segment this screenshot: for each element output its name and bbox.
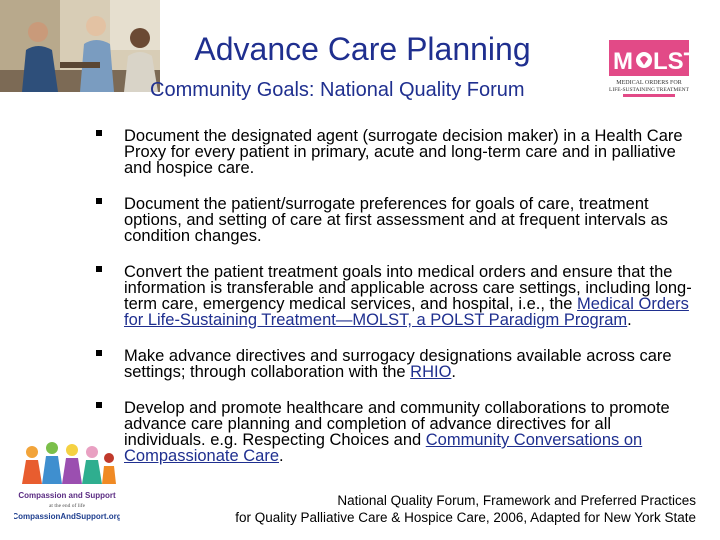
molst-wordmark-right: LST: [653, 48, 695, 75]
bullet-text-end: .: [451, 363, 457, 381]
bullet-list: [96, 128, 696, 484]
molst-logo: [603, 40, 695, 100]
header-photo: [0, 0, 160, 92]
community-conversations-link[interactable]: Community Conversations on Compassionate Care: [124, 431, 643, 465]
cs-logo-line1: Compassion and Support: [18, 491, 116, 500]
bullet-marker-icon: [96, 266, 102, 272]
bullet-text-end: .: [279, 447, 284, 465]
citation: [235, 492, 696, 526]
bullet-marker-icon: [96, 402, 102, 408]
molst-wordmark-left: M: [613, 48, 633, 75]
molst-link[interactable]: Medical Orders for Life-Sustaining Treatment—MOLST, a POLST Paradigm Program: [124, 295, 689, 329]
citation-line-2: for Quality Palliative Care & Hospice Care, 2006, Adapted for New York State: [235, 510, 696, 525]
bullet-marker-icon: [96, 198, 102, 204]
bullet-text: Convert the patient treatment goals into medical orders and ensure that the information is transferable and applicable across care settings, including long-term care, emergency medical services, and hospital, i.e., the: [124, 263, 692, 313]
bullet-text: Document the designated agent (surrogate decision maker) in a Health Care Proxy for every patient in primary, acute and long-term care and in palliative and hospice care.: [124, 127, 683, 177]
cs-logo-line2: at the end of life: [48, 503, 86, 509]
bullet-marker-icon: [96, 130, 102, 136]
molst-tagline-2: LIFE-SUSTAINING TREATMENT: [609, 87, 689, 93]
page-subtitle: Community Goals: National Quality Forum: [150, 79, 525, 101]
bullet-item: [96, 196, 696, 244]
bullet-item: [96, 128, 696, 176]
bullet-text: Develop and promote healthcare and community collaborations to promote advance care planning and completion of advance directives for all individuals. e.g. Respecting Choices and: [124, 399, 670, 449]
bullet-text: Document the patient/surrogate preferences for goals of care, treatment options, and setting of care at first assessment and at frequent intervals as condition changes.: [124, 195, 668, 245]
bullet-text-end: .: [627, 311, 632, 329]
page-title: Advance Care Planning: [194, 31, 531, 67]
rhio-link[interactable]: RHIO: [410, 363, 452, 381]
citation-line-1: National Quality Forum, Framework and Preferred Practices: [337, 493, 696, 508]
bullet-item: [96, 264, 696, 328]
bullet-text: Make advance directives and surrogacy designations available across care settings; through collaboration with the: [124, 347, 672, 381]
bullet-marker-icon: [96, 350, 102, 356]
cs-logo-line3: CompassionAndSupport.org: [14, 512, 120, 521]
compassion-support-logo: [14, 438, 120, 526]
bullet-item: [96, 348, 696, 380]
molst-tagline-1: MEDICAL ORDERS FOR: [616, 80, 682, 86]
bullet-item: [96, 400, 696, 464]
